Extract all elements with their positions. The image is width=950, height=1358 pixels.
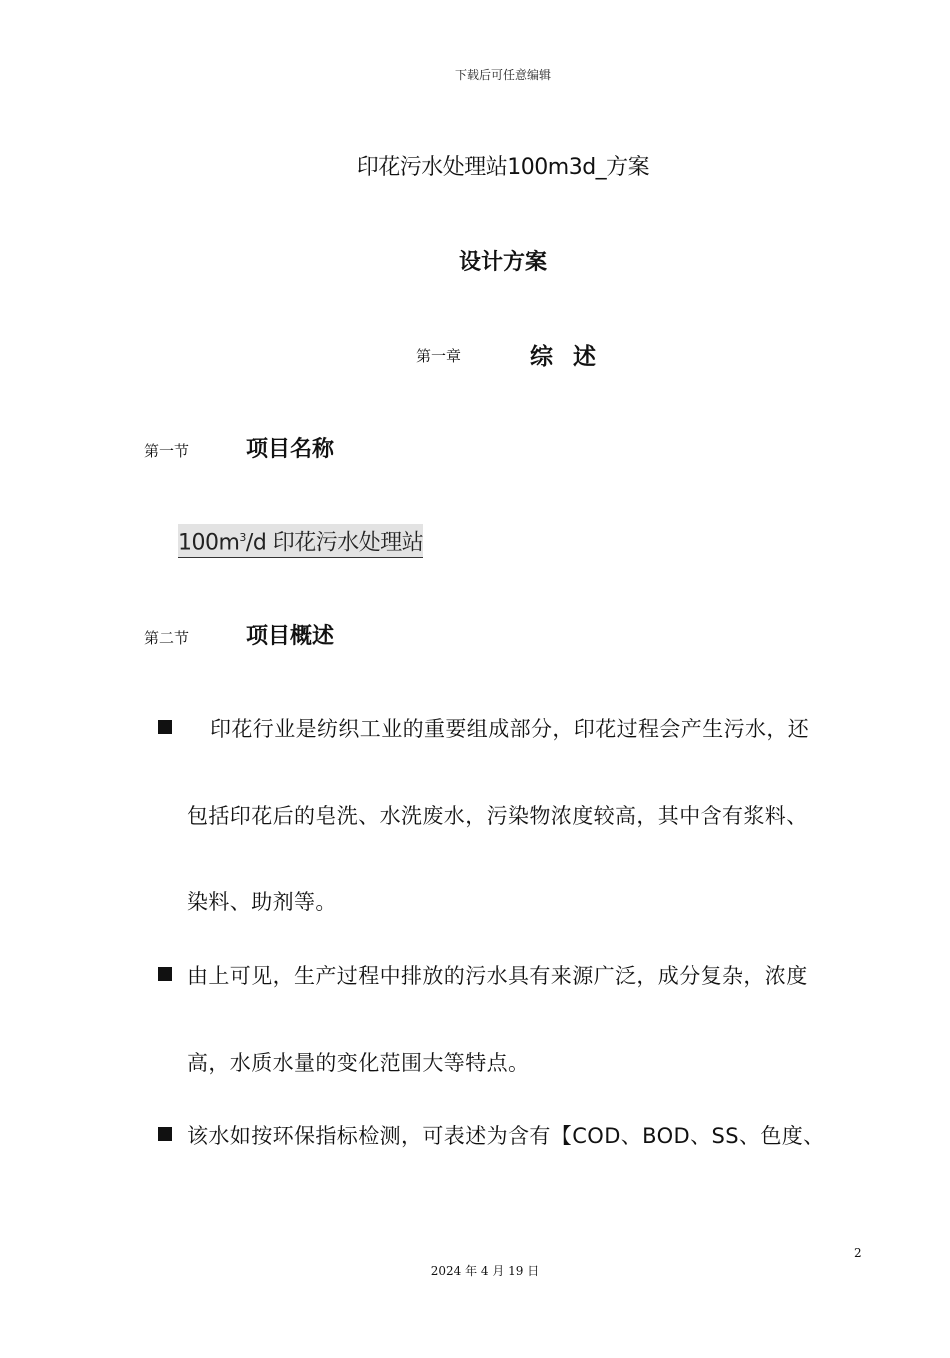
paragraph-2-line-2: 高，水质水量的变化范围大等特点。 — [187, 1051, 530, 1075]
section-1-title: 项目名称 — [246, 437, 335, 462]
project-name-suffix: /d 印花污水处理站 — [245, 530, 424, 556]
section-1-label: 第一节 — [144, 442, 190, 460]
paragraph-1-line-2: 包括印花后的皂洗、水洗废水，污染物浓度较高，其中含有浆料、 — [187, 804, 808, 828]
project-name-prefix: 100m — [178, 530, 240, 556]
document-subtitle: 设计方案 — [458, 250, 547, 275]
chapter-label: 第一章 — [416, 347, 462, 365]
bullet-icon — [158, 1127, 172, 1141]
document-title: 印花污水处理站100m3d_方案 — [356, 155, 650, 180]
project-name-link[interactable] — [178, 524, 423, 558]
paragraph-1-line-3: 染料、助剂等。 — [187, 890, 337, 914]
project-name-superscript: 3 — [239, 531, 246, 544]
section-2-label: 第二节 — [144, 629, 190, 647]
bullet-icon — [158, 720, 172, 734]
footer-date: 2024 年 4 月 19 日 — [430, 1264, 540, 1278]
paragraph-2-line-1: 由上可见，生产过程中排放的污水具有来源广泛，成分复杂，浓度 — [187, 964, 808, 988]
chapter-title: 综 述 — [530, 344, 603, 370]
bullet-icon — [158, 967, 172, 981]
paragraph-3-line-1: 该水如按环保指标检测，可表述为含有【COD、BOD、SS、色度、 — [187, 1124, 825, 1148]
section-2-title: 项目概述 — [246, 624, 335, 649]
paragraph-1-line-1: 印花行业是纺织工业的重要组成部分，印花过程会产生污水，还 — [210, 717, 810, 741]
page-number: 2 — [854, 1246, 862, 1260]
header-note: 下载后可任意编辑 — [454, 68, 551, 82]
